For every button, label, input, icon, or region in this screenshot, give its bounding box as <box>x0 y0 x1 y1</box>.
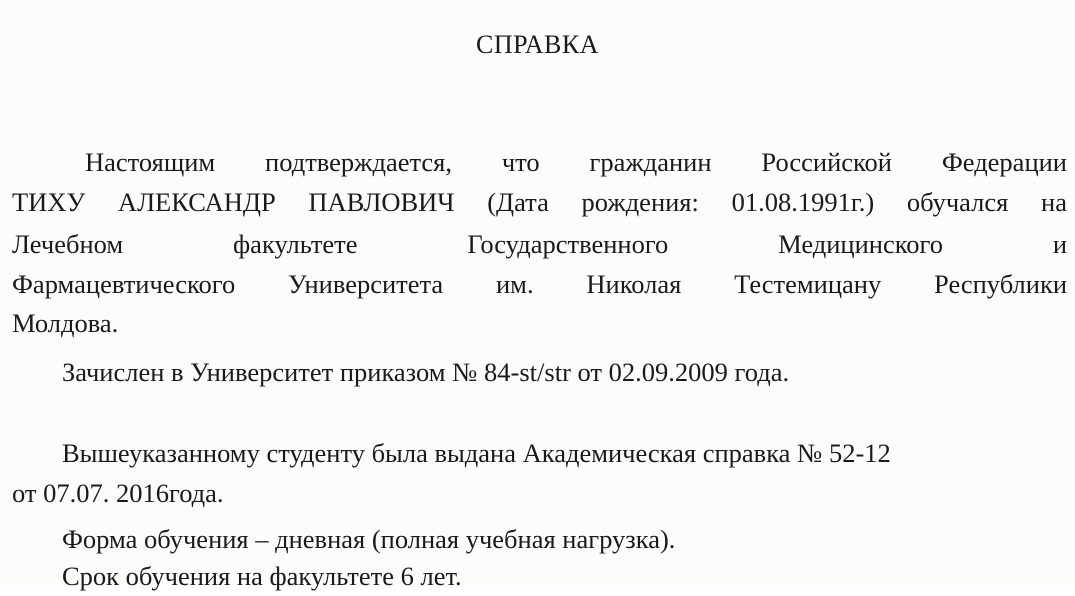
certificate-line-1: Вышеуказанному студенту была выдана Академическая справка № 52-12 <box>62 438 891 468</box>
enrollment-line: Зачислен в Университет приказом № 84-st/str от 02.09.2009 года. <box>62 357 790 387</box>
document-title: СПРАВКА <box>476 30 599 59</box>
paragraph-line-3: Лечебном факультете Государственного Медицинского и <box>12 229 1067 259</box>
paragraph-line-5: Молдова. <box>12 308 119 338</box>
paragraph-line-2: ТИХУ АЛЕКСАНДР ПАВЛОВИЧ (Дата рождения: 01.08.1991г.) обучался на <box>12 187 1067 217</box>
paragraph-line-1: Настоящим подтверждается, что гражданин Российской Федерации <box>85 147 1067 177</box>
study-form-line: Форма обучения – дневная (полная учебная нагрузка). <box>62 524 676 554</box>
study-duration-line: Срок обучения на факультете 6 лет. <box>62 561 462 591</box>
paragraph-line-4: Фармацевтического Университета им. Николая Тестемицану Республики <box>12 269 1067 299</box>
certificate-line-2: от 07.07. 2016года. <box>12 478 224 508</box>
